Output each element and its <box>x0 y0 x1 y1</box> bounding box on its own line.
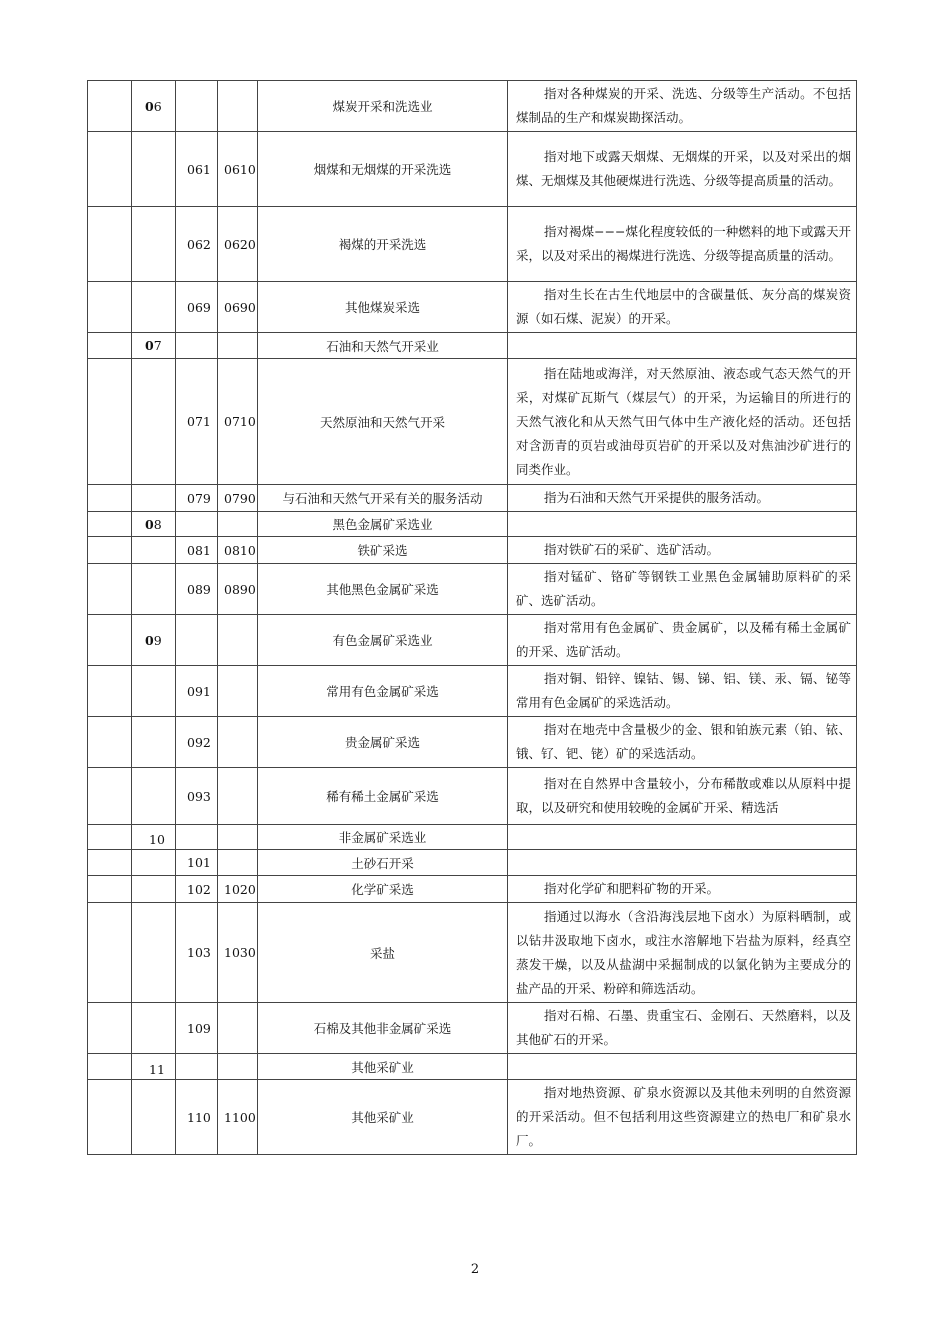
blank-cell <box>88 850 132 876</box>
major-code-rest: 6 <box>153 98 162 114</box>
mid-category-code: 081 <box>176 537 218 564</box>
category-name: 非金属矿采选业 <box>258 825 508 850</box>
major-category-code <box>132 876 176 903</box>
major-code-rest: 7 <box>153 338 162 353</box>
major-category-code <box>132 825 176 850</box>
major-category-code <box>132 903 176 1003</box>
major-code-prefix: 0 <box>145 98 154 114</box>
major-category-code <box>132 333 176 359</box>
major-category-code <box>132 81 176 132</box>
category-description <box>508 512 857 537</box>
major-code-rest: 10 <box>149 832 165 847</box>
category-name: 煤炭开采和洗选业 <box>258 81 508 132</box>
category-description <box>508 282 857 333</box>
mid-category-code: 079 <box>176 485 218 512</box>
blank-cell <box>88 1003 132 1054</box>
major-category-code <box>132 1080 176 1155</box>
description-text: 指对生长在古生代地层中的含碳量低、灰分高的煤炭资源（如石煤、泥炭）的开采。 <box>516 287 851 326</box>
table-row <box>88 1054 857 1080</box>
category-description <box>508 615 857 666</box>
category-name: 贵金属矿采选 <box>258 717 508 768</box>
major-code-prefix: 0 <box>145 338 154 353</box>
category-description <box>508 359 857 485</box>
minor-category-code: 1100 <box>218 1080 258 1155</box>
category-name: 常用有色金属矿采选 <box>258 666 508 717</box>
description-text: 指在陆地或海洋，对天然原油、液态或气态天然气的开采，对煤矿瓦斯气（煤层气）的开采，为运输目的所进行的天然气液化和从天然气田气体中生产液化烃的活动。还包括对含沥青的页岩或油母页岩矿的开采以及对焦油沙矿进行的同类作业。 <box>516 365 851 477</box>
category-name: 其他采矿业 <box>258 1054 508 1080</box>
table-row <box>88 282 857 333</box>
mid-category-code: 101 <box>176 850 218 876</box>
category-description <box>508 132 857 207</box>
major-category-code <box>132 717 176 768</box>
category-description <box>508 666 857 717</box>
category-description <box>508 717 857 768</box>
category-name: 稀有稀土金属矿采选 <box>258 768 508 825</box>
mid-category-code <box>176 81 218 132</box>
blank-cell <box>88 282 132 333</box>
page-number: 2 <box>470 1262 480 1277</box>
minor-category-code <box>218 850 258 876</box>
mid-category-code <box>176 512 218 537</box>
table-row <box>88 903 857 1003</box>
table-row <box>88 825 857 850</box>
table-row <box>88 666 857 717</box>
industry-classification-table <box>87 80 857 1155</box>
blank-cell <box>88 1054 132 1080</box>
mid-category-code: 062 <box>176 207 218 282</box>
blank-cell <box>88 207 132 282</box>
mid-category-code: 093 <box>176 768 218 825</box>
blank-cell <box>88 132 132 207</box>
category-description <box>508 1003 857 1054</box>
minor-category-code <box>218 1003 258 1054</box>
major-code-prefix: 0 <box>145 516 154 532</box>
category-name: 石棉及其他非金属矿采选 <box>258 1003 508 1054</box>
table-row <box>88 564 857 615</box>
category-name: 其他煤炭采选 <box>258 282 508 333</box>
minor-category-code <box>218 1054 258 1080</box>
table-row <box>88 485 857 512</box>
category-name: 烟煤和无烟煤的开采洗选 <box>258 132 508 207</box>
description-text: 指对地热资源、矿泉水资源以及其他未列明的自然资源的开采活动。但不包括利用这些资源建立的热电厂和矿泉水厂。 <box>516 1085 851 1148</box>
minor-category-code: 1020 <box>218 876 258 903</box>
category-description <box>508 564 857 615</box>
table-row <box>88 717 857 768</box>
mid-category-code: 091 <box>176 666 218 717</box>
blank-cell <box>88 876 132 903</box>
minor-category-code: 0690 <box>218 282 258 333</box>
minor-category-code: 0710 <box>218 359 258 485</box>
blank-cell <box>88 537 132 564</box>
category-name: 采盐 <box>258 903 508 1003</box>
minor-category-code <box>218 768 258 825</box>
blank-cell <box>88 512 132 537</box>
blank-cell <box>88 666 132 717</box>
category-name: 有色金属矿采选业 <box>258 615 508 666</box>
major-category-code <box>132 359 176 485</box>
table-row <box>88 537 857 564</box>
mid-category-code: 109 <box>176 1003 218 1054</box>
category-description <box>508 333 857 359</box>
description-text: 指对各种煤炭的开采、洗选、分级等生产活动。不包括煤制品的生产和煤炭勘探活动。 <box>516 86 851 125</box>
description-text: 指对石棉、石墨、贵重宝石、金刚石、天然磨料，以及其他矿石的开采。 <box>516 1008 851 1047</box>
minor-category-code: 1030 <box>218 903 258 1003</box>
description-text: 指对褐煤−−−煤化程度较低的一种燃料的地下或露天开采，以及对采出的褐煤进行洗选、分级等提高质量的活动。 <box>516 224 851 263</box>
major-category-code <box>132 282 176 333</box>
category-description <box>508 81 857 132</box>
minor-category-code: 0890 <box>218 564 258 615</box>
category-name: 其他采矿业 <box>258 1080 508 1155</box>
mid-category-code <box>176 615 218 666</box>
blank-cell <box>88 903 132 1003</box>
major-category-code <box>132 512 176 537</box>
mid-category-code <box>176 825 218 850</box>
category-name: 与石油和天然气开采有关的服务活动 <box>258 485 508 512</box>
table-row <box>88 1080 857 1155</box>
major-code-rest: 11 <box>149 1062 165 1077</box>
description-text: 指对在自然界中含量较小，分布稀散或难以从原料中提取，以及研究和使用较晚的金属矿开采、精选活 <box>516 776 851 815</box>
description-text: 指对铁矿石的采矿、选矿活动。 <box>544 542 720 557</box>
blank-cell <box>88 825 132 850</box>
table-row <box>88 333 857 359</box>
blank-cell <box>88 717 132 768</box>
major-code-prefix: 0 <box>145 632 154 648</box>
mid-category-code <box>176 333 218 359</box>
minor-category-code <box>218 615 258 666</box>
blank-cell <box>88 768 132 825</box>
description-text: 指对铜、铅锌、镍钴、锡、锑、铝、镁、汞、镉、铋等常用有色金属矿的采选活动。 <box>516 671 851 710</box>
minor-category-code: 0610 <box>218 132 258 207</box>
minor-category-code <box>218 512 258 537</box>
category-description <box>508 537 857 564</box>
minor-category-code <box>218 333 258 359</box>
category-name: 化学矿采选 <box>258 876 508 903</box>
category-description <box>508 825 857 850</box>
blank-cell <box>88 615 132 666</box>
category-name: 天然原油和天然气开采 <box>258 359 508 485</box>
description-text: 指对化学矿和肥料矿物的开采。 <box>544 881 720 896</box>
mid-category-code: 089 <box>176 564 218 615</box>
description-text: 指对锰矿、铬矿等钢铁工业黑色金属辅助原料矿的采矿、选矿活动。 <box>516 569 851 608</box>
minor-category-code: 0620 <box>218 207 258 282</box>
minor-category-code <box>218 81 258 132</box>
minor-category-code <box>218 666 258 717</box>
mid-category-code: 061 <box>176 132 218 207</box>
category-name: 石油和天然气开采业 <box>258 333 508 359</box>
category-description <box>508 768 857 825</box>
minor-category-code <box>218 825 258 850</box>
mid-category-code <box>176 1054 218 1080</box>
category-description <box>508 903 857 1003</box>
category-description <box>508 1080 857 1155</box>
description-text: 指对地下或露天烟煤、无烟煤的开采，以及对采出的烟煤、无烟煤及其他硬煤进行洗选、分级等提高质量的活动。 <box>516 149 851 188</box>
category-description <box>508 876 857 903</box>
major-category-code <box>132 666 176 717</box>
category-description <box>508 207 857 282</box>
table-row <box>88 207 857 282</box>
category-description <box>508 1054 857 1080</box>
mid-category-code: 103 <box>176 903 218 1003</box>
table-row <box>88 850 857 876</box>
major-code-rest: 9 <box>153 632 162 648</box>
category-name: 其他黑色金属矿采选 <box>258 564 508 615</box>
minor-category-code: 0790 <box>218 485 258 512</box>
major-category-code <box>132 768 176 825</box>
table-row <box>88 81 857 132</box>
major-category-code <box>132 615 176 666</box>
category-description <box>508 485 857 512</box>
table-row <box>88 876 857 903</box>
major-category-code <box>132 537 176 564</box>
description-text: 指对在地壳中含量极少的金、银和铂族元素（铂、铱、锇、钌、钯、铑）矿的采选活动。 <box>516 722 851 761</box>
major-category-code <box>132 485 176 512</box>
blank-cell <box>88 485 132 512</box>
category-name: 黑色金属矿采选业 <box>258 512 508 537</box>
table-row <box>88 132 857 207</box>
category-name: 铁矿采选 <box>258 537 508 564</box>
mid-category-code: 110 <box>176 1080 218 1155</box>
minor-category-code <box>218 717 258 768</box>
category-name: 土砂石开采 <box>258 850 508 876</box>
mid-category-code: 092 <box>176 717 218 768</box>
blank-cell <box>88 81 132 132</box>
table-row <box>88 1003 857 1054</box>
category-name: 褐煤的开采洗选 <box>258 207 508 282</box>
major-category-code <box>132 1003 176 1054</box>
description-text: 指为石油和天然气开采提供的服务活动。 <box>544 490 770 505</box>
table-row <box>88 512 857 537</box>
major-code-rest: 8 <box>153 516 162 532</box>
description-text: 指通过以海水（含沿海浅层地下卤水）为原料晒制，或以钻井汲取地下卤水，或注水溶解地下岩盐为原料，经真空蒸发干燥，以及从盐湖中采掘制成的以氯化钠为主要成分的盐产品的开采、粉碎和筛选活动。 <box>516 908 851 996</box>
blank-cell <box>88 333 132 359</box>
table-row <box>88 768 857 825</box>
mid-category-code: 069 <box>176 282 218 333</box>
table-body <box>88 81 857 1155</box>
description-text: 指对常用有色金属矿、贵金属矿，以及稀有稀土金属矿的开采、选矿活动。 <box>516 620 851 659</box>
table-row <box>88 615 857 666</box>
category-description <box>508 850 857 876</box>
blank-cell <box>88 359 132 485</box>
major-category-code <box>132 1054 176 1080</box>
major-category-code <box>132 132 176 207</box>
major-category-code <box>132 850 176 876</box>
mid-category-code: 071 <box>176 359 218 485</box>
blank-cell <box>88 1080 132 1155</box>
mid-category-code: 102 <box>176 876 218 903</box>
major-category-code <box>132 564 176 615</box>
blank-cell <box>88 564 132 615</box>
table-row <box>88 359 857 485</box>
minor-category-code: 0810 <box>218 537 258 564</box>
major-category-code <box>132 207 176 282</box>
